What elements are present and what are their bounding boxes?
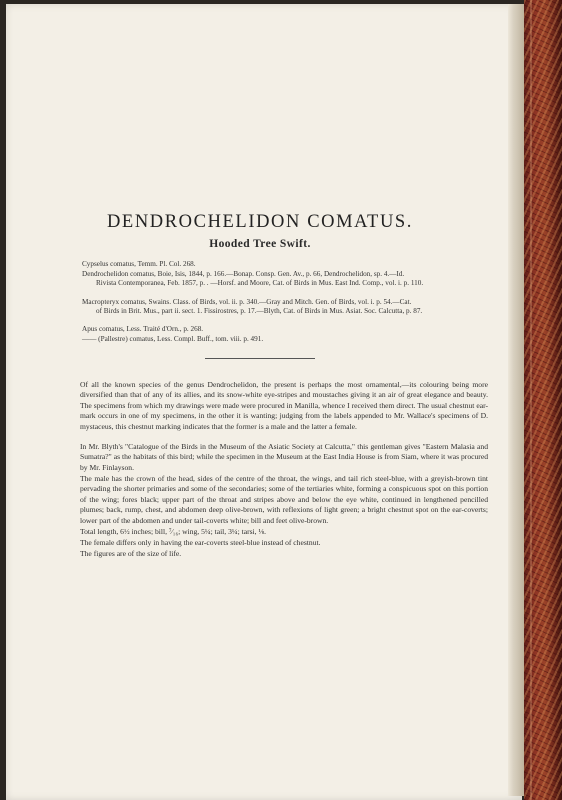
body-paragraph: The female differs only in having the ear-coverts steel-blue instead of chestnut. — [80, 538, 321, 547]
synonym-continuation: Rivista Contemporanea, Feb. 1857, p. . —Horsf. and Moore, Cat. of Birds in Mus. East Ind. Comp., vol. i. p. 110. — [96, 279, 424, 288]
cover-highlight — [530, 0, 532, 800]
section-divider — [205, 358, 315, 359]
common-name: Hooded Tree Swift. — [209, 238, 311, 250]
synonym-line: Dendrochelidon comatus, Boie, Isis, 1844, p. 166.—Bonap. Consp. Gen. Av., p. 66, Dendrochelidon, sp. 4.—Id. — [82, 270, 405, 278]
body-paragraph: Of all the known species of the genus Dendrochelidon, the present is perhaps the most ornamental,—its colouring being more diversified than that of any of its allies, and its snow-white eye-stripes and moustaches giving it an air of great elegance and beauty. The specimens from which my drawings were made were procured in Manilla, whence I received them direct. The usual chestnut ear-mark occurs in one of my specimens, in the other it is wanting; judging from the labels appended to Mr. Wallace's specimens of D. mystaceus, this chestnut marking indicates that the former is a male and the latter a female. — [80, 380, 488, 431]
body-paragraph: The male has the crown of the head, sides of the centre of the throat, the wings, and tail rich steel-blue, with a greyish-brown tint pervading the shorter primaries and some of the secondaries; some of the tertiaries white, forming a conspicuous spot on this portion of the wing; fores black; upper part of the throat and stripes above and below the eye white, continued in lengthened pencilled plumes; back, rump, chest, and abdomen deep olive-brown, with reflexions of light green; a bright chestnut spot on the ear-coverts; lower part of the abdomen and under tail-coverts white; bill and feet olive-brown. — [80, 474, 488, 525]
species-title: DENDROCHELIDON COMATUS. — [106, 212, 414, 232]
body-paragraph: In Mr. Blyth's "Catalogue of the Birds in the Museum of the Asiatic Society at Calcutta," this gentleman gives "Eastern Malasia and Sumatra?" as the habitats of this bird; while the specimen in the Museum at the East India House is from Siam, where it was procured by Mr. Finlayson. — [80, 442, 488, 472]
synonym-entry — [82, 325, 486, 334]
body-paragraph: Total length, 6½ inches; bill, ⁷⁄₁₆; wing, 5¼; tail, 3¼; tarsi, ⅛. — [80, 527, 267, 536]
synonym-entry — [82, 298, 486, 317]
synonym-line: Apus comatus, Less. Traité d'Orn., p. 268. — [82, 325, 204, 333]
synonym-continuation: of Birds in Brit. Mus., part ii. sect. 1. Fissirostres, p. 17.—Blyth, Cat. of Birds in Mus. Asiat. Soc. Calcutta, p. 87. — [96, 307, 423, 316]
synonym-line: Macropteryx comatus, Swains. Class. of Birds, vol. ii. p. 340.—Gray and Mitch. Gen. of Birds, vol. i. p. 54.—Cat. — [82, 298, 412, 306]
synonym-entry — [82, 260, 486, 269]
synonym-entry — [82, 270, 486, 289]
body-paragraph: The figures are of the size of life. — [80, 549, 182, 558]
synonym-line: Cypselus comatus, Temm. Pl. Col. 268. — [82, 260, 196, 268]
page-edges — [508, 4, 524, 796]
synonym-entry — [82, 335, 486, 344]
synonym-line: —— (Pallestre) comatus, Less. Compl. Buff., tom. viii. p. 491. — [82, 335, 264, 343]
